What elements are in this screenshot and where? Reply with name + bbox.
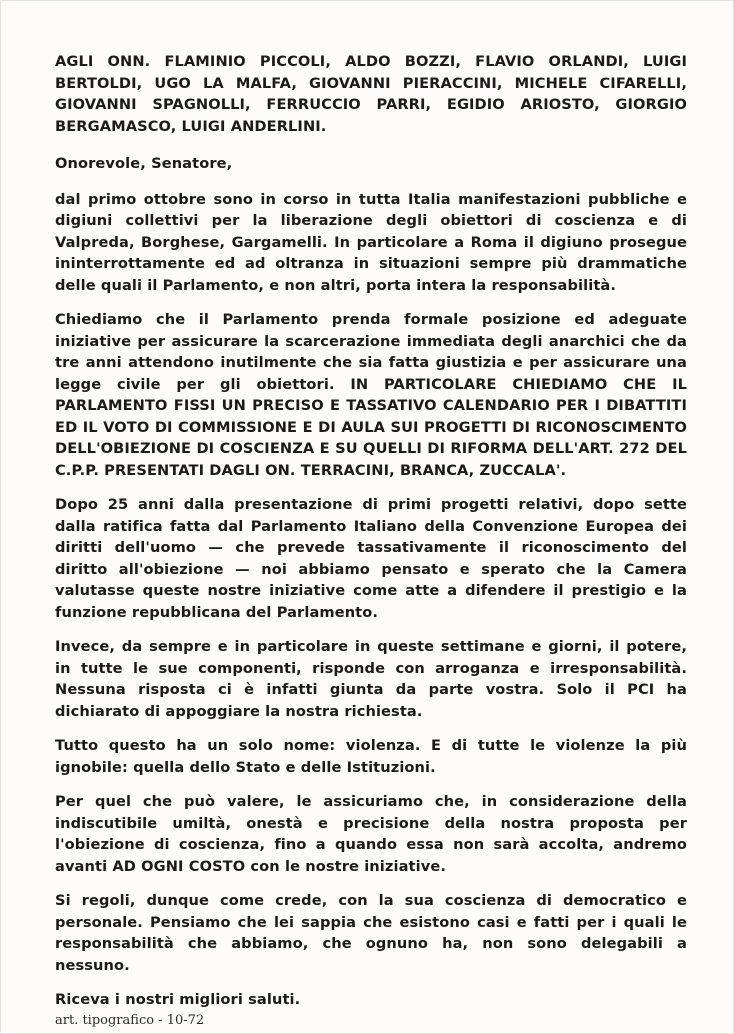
- paragraph-2: Chiediamo che il Parlamento prenda formale posizione ed adeguate iniziative per assicurare la scarcerazione immediata degli anarchici che da tre anni attendono inutilmente che sia fatta giustizia e per assicurare una legge civile per gli obiettori. IN PARTICOLARE CHIEDIAMO CHE IL PARLAMENTO FISSI UN PRECISO E TASSATIVO CALENDARIO PER I DIBATTITI ED IL VOTO DI COMMISSIONE E DI AULA SUI PROGETTI DI RICONOSCIMENTO DELL'OBIEZIONE DI COSCIENZA E SU QUELLI DI RIFORMA DELL'ART. 272 DEL C.P.P. PRESENTATI DAGLI ON. TERRACINI, BRANCA, ZUCCALA'.: [55, 311, 687, 479]
- closing: Riceva i nostri migliori saluti.: [55, 991, 301, 1008]
- paragraph-5: Tutto questo ha un solo nome: violenza. E di tutte le violenze la più ignobile: quella dello Stato e delle Istituzioni.: [55, 737, 687, 776]
- paragraph-6: Per quel che può valere, le assicuriamo che, in considerazione della indiscutibile umiltà, onestà e precisione della nostra proposta per l'obiezione di coscienza, fino a quando essa non sarà accolta, andremo avanti AD OGNI COSTO con le nostre iniziative.: [55, 793, 687, 875]
- printer-note: art. tipografico - 10-72: [55, 1013, 205, 1028]
- paragraph-1: dal primo ottobre sono in corso in tutta Italia manifestazioni pubbliche e digiuni collettivi per la liberazione degli obiettori di coscienza e di Valpreda, Borghese, Gargamelli. In particolare a Roma il digiuno prosegue ininterrottamente ed ad oltranza in situazioni sempre più drammatiche delle quali il Parlamento, e non altri, porta intera la responsabilità.: [55, 190, 687, 294]
- paragraph-3: Dopo 25 anni dalla presentazione di primi progetti relativi, dopo sette dalla ratifica fatta dal Parlamento Italiano della Convenzione Europea dei diritti dell'uomo — che prevede tassativamente il riconoscimento del diritto all'obiezione — noi abbiamo pensato e sperato che la Camera valutasse queste nostre iniziative come atte a difendere il prestigio e la funzione repubblicana del Parlamento.: [55, 496, 687, 621]
- paragraph-7: Si regoli, dunque come crede, con la sua coscienza di democratico e personale. Pensiamo che lei sappia che esistono casi e fatti per i quali le responsabilità che abbiamo, che ognuno ha, non sono delegabili a nessuno.: [55, 892, 687, 974]
- salutation: Onorevole, Senatore,: [55, 155, 233, 172]
- letter-body: [55, 51, 687, 1024]
- paragraph-4: Invece, da sempre e in particolare in queste settimane e giorni, il potere, in tutte le sue componenti, risponde con arroganza e irresponsabilità. Nessuna risposta ci è infatti giunta da parte vostra. Solo il PCI ha dichiarato di appoggiare la nostra richiesta.: [55, 638, 687, 720]
- addressees: AGLI ONN. FLAMINIO PICCOLI, ALDO BOZZI, FLAVIO ORLANDI, LUIGI BERTOLDI, UGO LA MALFA, GIOVANNI PIERACCINI, MICHELE CIFARELLI, GIOVANNI SPAGNOLLI, FERRUCCIO PARRI, EGIDIO ARIOSTO, GIORGIO BERGAMASCO, LUIGI ANDERLINI.: [55, 53, 687, 135]
